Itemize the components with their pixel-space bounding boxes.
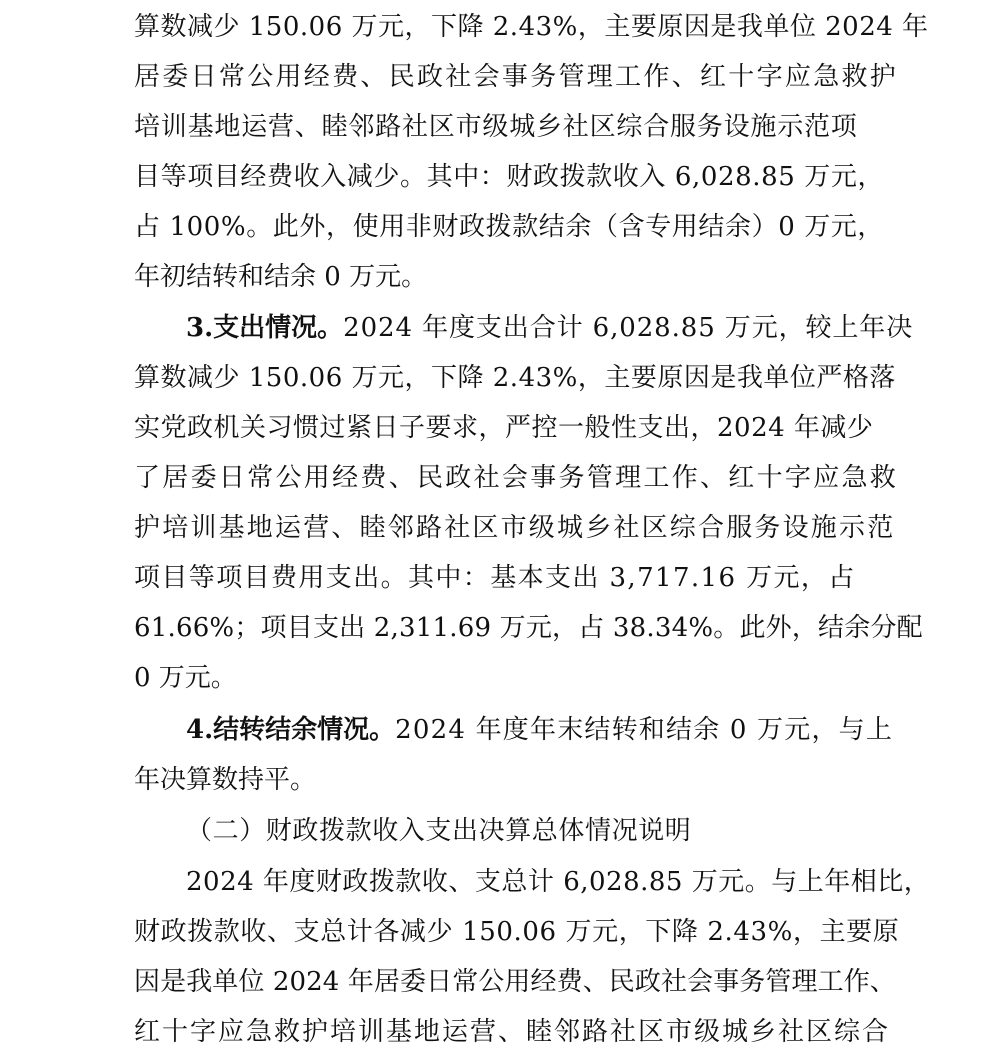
paragraph-line: 培训基地运营、睦邻路社区市级城乡社区综合服务设施示范项 <box>134 112 858 142</box>
paragraph-line: 实党政机关习惯过紧日子要求，严控一般性支出，2024 年减少 <box>134 413 874 443</box>
carryover-text: 2024 年度年末结转和结余 0 万元，与上 <box>395 715 894 745</box>
carryover-heading: 4.结转结余情况。 <box>186 715 396 745</box>
paragraph-line: 目等项目经费收入减少。其中：财政拨款收入 6,028.85 万元， <box>134 162 885 192</box>
paragraph-line: 年初结转和结余 0 万元。 <box>134 262 428 292</box>
section-heading: （二）财政拨款收入支出决算总体情况说明 <box>186 816 692 846</box>
paragraph-line: 算数减少 150.06 万元，下降 2.43%，主要原因是我单位 2024 年 <box>134 12 929 42</box>
expenditure-heading: 3.支出情况。 <box>186 313 344 343</box>
paragraph-line: 财政拨款收、支总计各减少 150.06 万元，下降 2.43%，主要原 <box>134 917 900 947</box>
expenditure-first-line <box>186 303 914 353</box>
paragraph-line: 护培训基地运营、睦邻路社区市级城乡社区综合服务设施示范 <box>134 513 896 543</box>
paragraph-line: 0 万元。 <box>134 663 237 693</box>
paragraph-line: 2024 年度财政拨款收、支总计 6,028.85 万元。与上年相比， <box>186 867 931 897</box>
paragraph-line: 红十字应急救护培训基地运营、睦邻路社区市级城乡社区综合 <box>134 1017 891 1047</box>
paragraph-line: 61.66%；项目支出 2,311.69 万元，占 38.34%。此外，结余分配 <box>134 613 923 643</box>
expenditure-text: 2024 年度支出合计 6,028.85 万元，较上年决 <box>343 313 914 343</box>
paragraph-line: 因是我单位 2024 年居委日常公用经费、民政社会事务管理工作、 <box>134 967 896 997</box>
paragraph-line: 了居委日常公用经费、民政社会事务管理工作、红十字应急救 <box>134 463 899 493</box>
carryover-first-line <box>186 705 894 755</box>
paragraph-line: 居委日常公用经费、民政社会事务管理工作、红十字应急救护 <box>134 62 899 92</box>
paragraph-line: 算数减少 150.06 万元，下降 2.43%，主要原因是我单位严格落 <box>134 363 896 393</box>
paragraph-line: 项目等项目费用支出。其中：基本支出 3,717.16 万元，占 <box>134 563 856 593</box>
paragraph-line: 占 100%。此外，使用非财政拨款结余（含专用结余）0 万元， <box>134 212 885 242</box>
paragraph-line: 年决算数持平。 <box>134 765 317 795</box>
